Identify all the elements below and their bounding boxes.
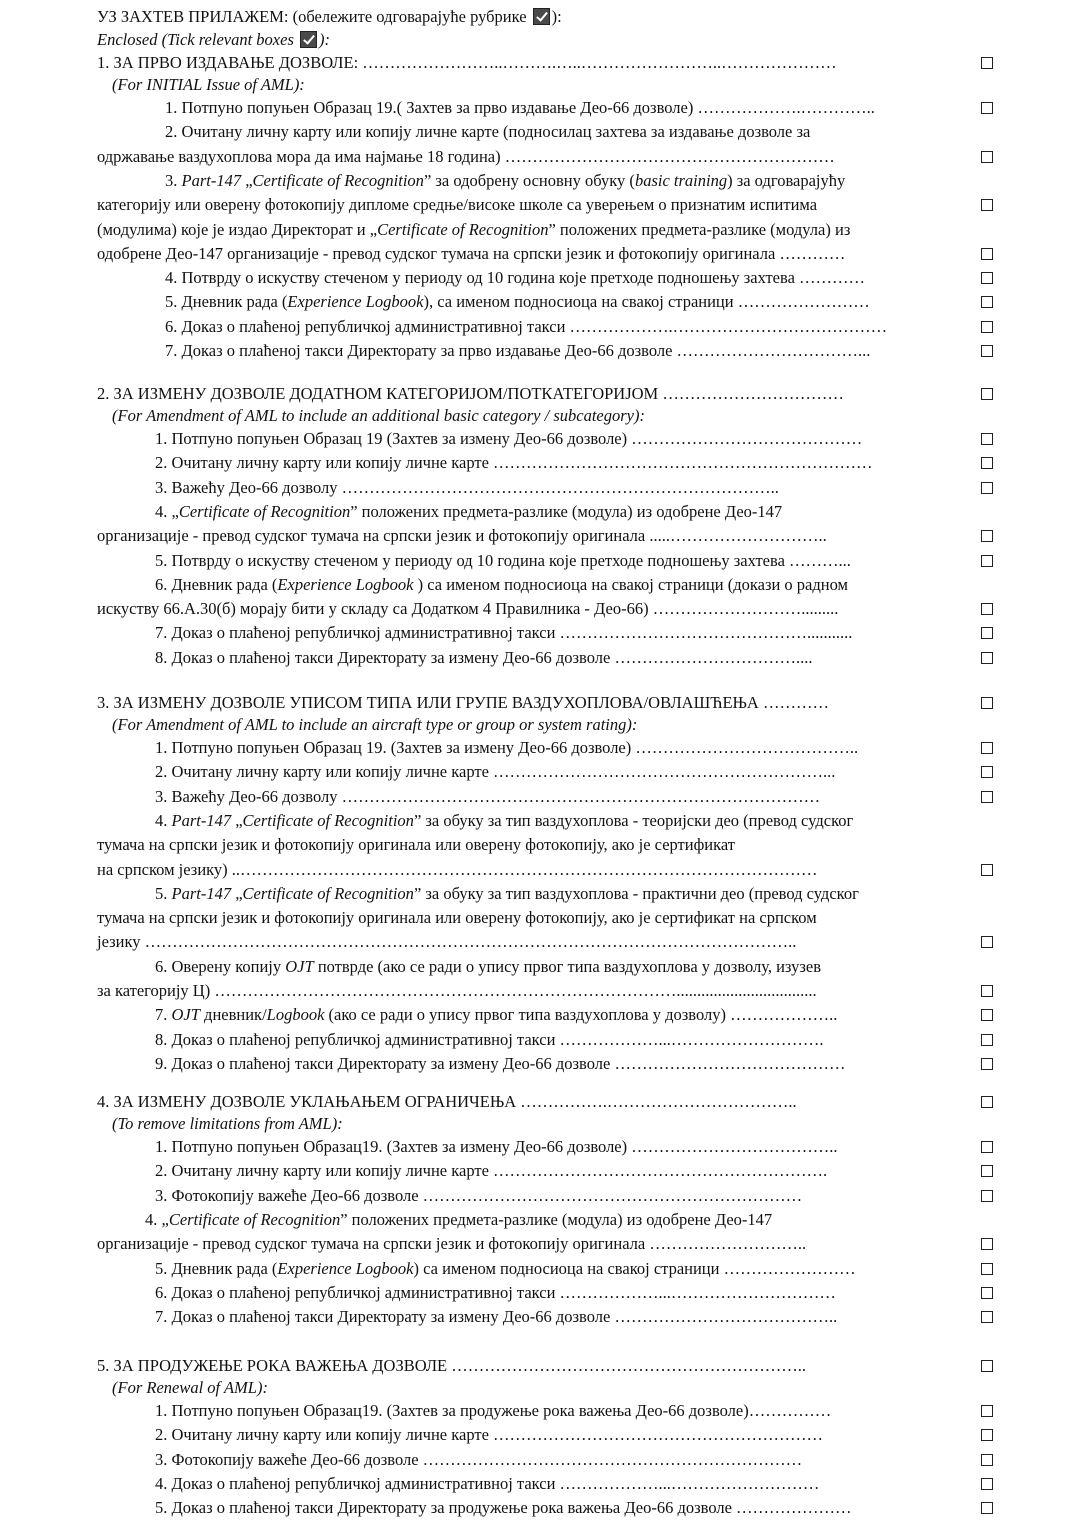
item-checkbox[interactable]: [981, 248, 993, 260]
section-checkbox[interactable]: [981, 388, 993, 400]
item-checkbox[interactable]: [981, 433, 993, 445]
item-checkbox[interactable]: [981, 555, 993, 567]
italic-term: OJT: [285, 956, 314, 976]
italic-term: Certificate of Recognition: [252, 170, 424, 190]
checklist-item-line: 6. Оверену копију OJT потврде (ако се ради о упису првог типа ваздухоплова у дозволу, изузев: [155, 956, 821, 976]
checklist-item-line: 3. Важећу Део-66 дозволу ……………………………………………………………………..: [155, 477, 779, 497]
section-checkbox[interactable]: [981, 1096, 993, 1108]
checklist-item-line: 2. Очитану личну карту или копију личне карте (подносилац захтева за издавање дозволе за: [165, 122, 811, 142]
section-heading: 4. ЗА ИЗМЕНУ ДОЗВОЛЕ УКЛАЊАЊЕМ ОГРАНИЧЕЊА …………….……………………………..: [97, 1092, 797, 1111]
checklist-item-line: 1. Потпуно попуњен Образац 19. (Захтев за измену Део-66 дозволе) …………………………………..: [155, 738, 859, 757]
italic-term: Part-147: [181, 170, 242, 190]
item-checkbox[interactable]: [981, 1454, 993, 1466]
section-subtitle: (For Amendment of AML to include an aircraft type or group or system rating):: [112, 715, 638, 734]
checklist-item-line: (модулима) које је издао Директорат и „Certificate of Recognition” положених предмета-разлике (модула) из: [97, 219, 851, 239]
item-checkbox[interactable]: [981, 1190, 993, 1202]
checklist-item-line: 1. Потпуно попуњен Образац 19 (Захтев за измену Део-66 дозволе) ……………………………………: [155, 429, 863, 448]
section-subtitle: (For Amendment of AML to include an additional basic category / subcategory):: [112, 406, 645, 425]
header-title-en: Enclosed (Tick relevant boxes ):: [97, 30, 330, 49]
item-checkbox[interactable]: [981, 151, 993, 163]
checklist-item-line: 3. Фотокопију важеће Део-66 дозволе ……………………………………………………………: [155, 1449, 803, 1469]
checklist-item-line: 5. Доказ о плаћеној такси Директорату за продужење рока важења Део-66 дозволе …………………: [155, 1498, 852, 1518]
section-subtitle: (For Renewal of AML):: [112, 1378, 268, 1397]
checklist-item-line: 2. Очитану личну карту или копију личне карте …………………………………………………….: [155, 1161, 828, 1181]
italic-term: Part-147: [171, 810, 232, 830]
italic-term: Certificate of Recognition: [242, 883, 414, 903]
section-heading: 2. ЗА ИЗМЕНУ ДОЗВОЛЕ ДОДАТНОМ КАТЕГОРИЈОМ/ПОТКАТЕГОРИЈОМ ……………………………: [97, 384, 844, 403]
section-heading: 5. ЗА ПРОДУЖЕЊЕ РОКА ВАЖЕЊА ДОЗВОЛЕ ………………………………………………………..: [97, 1356, 806, 1375]
checklist-item-line: тумача на српски језик и фотокопију оригинала или оверену фотокопију, ако је сертификат на српском: [97, 908, 817, 928]
checklist-item-line: језику ………………………………………………………………………………………………………..: [97, 932, 797, 952]
checklist-item-line: 3. Важећу Део-66 дозволу ……………………………………………………………………………: [155, 786, 821, 806]
item-checkbox[interactable]: [981, 742, 993, 754]
checklist-item-line: 5. Дневник рада (Experience Logbook) са именом подносиоца на свакој страници ……………………: [155, 1258, 856, 1278]
header-title-sr: УЗ ЗАХТЕВ ПРИЛАЖЕМ: (обележите одговарајуће рубрике ):: [97, 7, 562, 26]
italic-term: Certificate of Recognition: [178, 501, 351, 521]
item-checkbox[interactable]: [981, 321, 993, 333]
checklist-item-line: тумача на српски језик и фотокопију оригинала или оверену фотокопију, ако је сертификат: [97, 835, 735, 855]
italic-term: Certificate of Recognition: [168, 1209, 341, 1229]
item-checkbox[interactable]: [981, 603, 993, 615]
item-checkbox[interactable]: [981, 296, 993, 308]
item-checkbox[interactable]: [981, 102, 993, 114]
checklist-item-line: 2. Очитану личну карту или копију личне карте ……………………………………………………: [155, 1425, 824, 1445]
italic-term: Part-147: [171, 883, 232, 903]
italic-term: Experience Logbook: [287, 292, 424, 312]
checklist-item-line: 2. Очитану личну карту или копију личне карте ……………………………………………………………: [155, 453, 873, 473]
italic-term: Certificate of Recognition: [242, 810, 414, 830]
section-checkbox[interactable]: [981, 697, 993, 709]
item-checkbox[interactable]: [981, 1263, 993, 1275]
italic-term: OJT: [171, 1005, 200, 1025]
item-checkbox[interactable]: [981, 985, 993, 997]
item-checkbox[interactable]: [981, 1009, 993, 1021]
checklist-item-line: 6. Дневник рада (Experience Logbook ) са именом подносиоца на свакој страници (докази о радном: [155, 574, 848, 594]
section-subtitle: (For INITIAL Issue of AML):: [112, 75, 305, 94]
checklist-item-line: 2. Очитану личну карту или копију личне карте ……………………………………………………...: [155, 762, 836, 782]
checklist-item-line: 4. Потврду о искуству стеченом у периоду од 10 година које претходе подношењу захтева …………: [165, 268, 866, 288]
item-checkbox[interactable]: [981, 1287, 993, 1299]
section-subtitle: (To remove limitations from AML):: [112, 1114, 343, 1133]
checklist-item-line: 1. Потпуно попуњен Образац 19.( Захтев за прво издавање Део-66 дозволе) ……………….…………..: [165, 98, 875, 117]
item-checkbox[interactable]: [981, 1405, 993, 1417]
item-checkbox[interactable]: [981, 1034, 993, 1046]
item-checkbox[interactable]: [981, 652, 993, 664]
checklist-item-line: 8. Доказ о плаћеној такси Директорату за измену Део-66 дозволе ……………………………....: [155, 647, 813, 667]
checklist-item-line: 7. Доказ о плаћеној такси Директорату за измену Део-66 дозволе …………………………………..: [155, 1307, 838, 1327]
item-checkbox[interactable]: [981, 627, 993, 639]
checklist-item-line: 4. „Certificate of Recognition” положених предмета-разлике (модула) из одобрене Део-147: [145, 1209, 773, 1229]
checklist-item-line: 6. Доказ о плаћеној републичкој административној такси ………………...…………………………: [155, 1282, 836, 1302]
item-checkbox[interactable]: [981, 345, 993, 357]
checklist-item-line: 5. Потврду о искуству стеченом у периоду од 10 година које претходе подношењу захтева ………...: [155, 550, 851, 570]
checklist-item-line: 6. Доказ о плаћеној републичкој административној такси ……………….…………………………………: [165, 316, 888, 336]
checklist-item-line: 1. Потпуно попуњен Образац19. (Захтев за измену Део-66 дозволе) ………………………………..: [155, 1137, 838, 1156]
italic-term: Experience Logbook: [277, 1258, 414, 1278]
item-checkbox[interactable]: [981, 199, 993, 211]
item-checkbox[interactable]: [981, 1429, 993, 1441]
section-checkbox[interactable]: [981, 1360, 993, 1372]
section-heading: 1. ЗА ПРВО ИЗДАВАЊЕ ДОЗВОЛЕ: ……………………..……….…..……………………..…………………: [97, 53, 837, 72]
item-checkbox[interactable]: [981, 272, 993, 284]
item-checkbox[interactable]: [981, 936, 993, 948]
checklist-item-line: 4. „Certificate of Recognition” положених предмета-разлике (модула) из одобрене Део-147: [155, 501, 783, 521]
item-checkbox[interactable]: [981, 1238, 993, 1250]
item-checkbox[interactable]: [981, 864, 993, 876]
checklist-item-line: 8. Доказ о плаћеној републичкој административној такси ………………...……………………….: [155, 1029, 824, 1049]
checklist-item-line: одобрене Део-147 организације - превод судског тумача на српски језик и фотокопију оригинала …………: [97, 243, 846, 263]
checklist-item-line: одржавање ваздухоплова мора да има најмање 18 година) ……………………………………………………: [97, 146, 835, 166]
italic-term: basic training: [634, 170, 728, 190]
checked-box-icon: [533, 8, 550, 25]
item-checkbox[interactable]: [981, 791, 993, 803]
item-checkbox[interactable]: [981, 1058, 993, 1070]
checklist-item-line: организације - превод судског тумача на српски језик и фотокопију оригинала ………………………..: [97, 1234, 807, 1254]
item-checkbox[interactable]: [981, 530, 993, 542]
checklist-item-line: 4. Part-147 „Certificate of Recognition” за обуку за тип ваздухоплова - теоријски део (превод судског: [155, 810, 854, 830]
italic-term: Certificate of Recognition: [377, 219, 549, 239]
checklist-item-line: 5. Дневник рада (Experience Logbook), са именом подносиоца на свакој страници ……………………: [165, 292, 870, 312]
checklist-item-line: 1. Потпуно попуњен Образац19. (Захтев за продужење рока важења Део-66 дозволе)……………: [155, 1401, 832, 1420]
item-checkbox[interactable]: [981, 766, 993, 778]
checklist-item-line: 5. Part-147 „Certificate of Recognition” за обуку за тип ваздухоплова - практични део (превод судског: [155, 883, 859, 903]
checklist-item-line: искуству 66.А.30(б) морају бити у складу са Додатком 4 Правилника - Део-66) ……………………….........: [97, 599, 839, 619]
item-checkbox[interactable]: [981, 457, 993, 469]
checklist-item-line: 7. OJT дневник/Logbook (ако се ради о упису првог типа ваздухоплова у дозволу) ………………..: [155, 1005, 838, 1025]
checklist-item-line: 7. Доказ о плаћеној републичкој административној такси ………………………………………...........: [155, 623, 853, 643]
checklist-item-line: за категорију Ц) …………………………………………………………………………..................................: [97, 981, 817, 1000]
item-checkbox[interactable]: [981, 1478, 993, 1490]
italic-term: Experience Logbook: [277, 574, 414, 594]
checklist-item-line: 3. Part-147 „Certificate of Recognition” за одобрену основну обуку (basic training) за одговарајућу: [165, 170, 846, 190]
checklist-item-line: 9. Доказ о плаћеној такси Директорату за измену Део-66 дозволе ……………………………………: [155, 1053, 846, 1073]
italic-term: Logbook: [266, 1005, 325, 1025]
checklist-item-line: на српском језику) ..……………………………………………………………………………………………: [97, 859, 818, 879]
section-checkbox[interactable]: [981, 57, 993, 69]
item-checkbox[interactable]: [981, 482, 993, 494]
item-checkbox[interactable]: [981, 1311, 993, 1323]
checklist-item-line: организације - превод судског тумача на српски језик и фотокопију оригинала .....………………………..: [97, 526, 827, 546]
checked-box-icon: [300, 31, 317, 48]
checklist-item-line: категорију или оверену фотокопију дипломе средње/високе школе са уверењем о признатим испитима: [97, 195, 818, 215]
checklist-item-line: 3. Фотокопију важеће Део-66 дозволе ……………………………………………………………: [155, 1185, 803, 1205]
item-checkbox[interactable]: [981, 1165, 993, 1177]
section-heading: 3. ЗА ИЗМЕНУ ДОЗВОЛЕ УПИСОМ ТИПА ИЛИ ГРУПЕ ВАЗДУХОПЛОВА/ОВЛАШЋЕЊА …………: [97, 693, 829, 712]
item-checkbox[interactable]: [981, 1502, 993, 1514]
item-checkbox[interactable]: [981, 1141, 993, 1153]
checklist-item-line: 4. Доказ о плаћеној републичкој административној такси ………………...………………………: [155, 1473, 820, 1493]
checklist-item-line: 7. Доказ о плаћеној такси Директорату за прво издавање Део-66 дозволе ……………………………...: [165, 341, 871, 360]
